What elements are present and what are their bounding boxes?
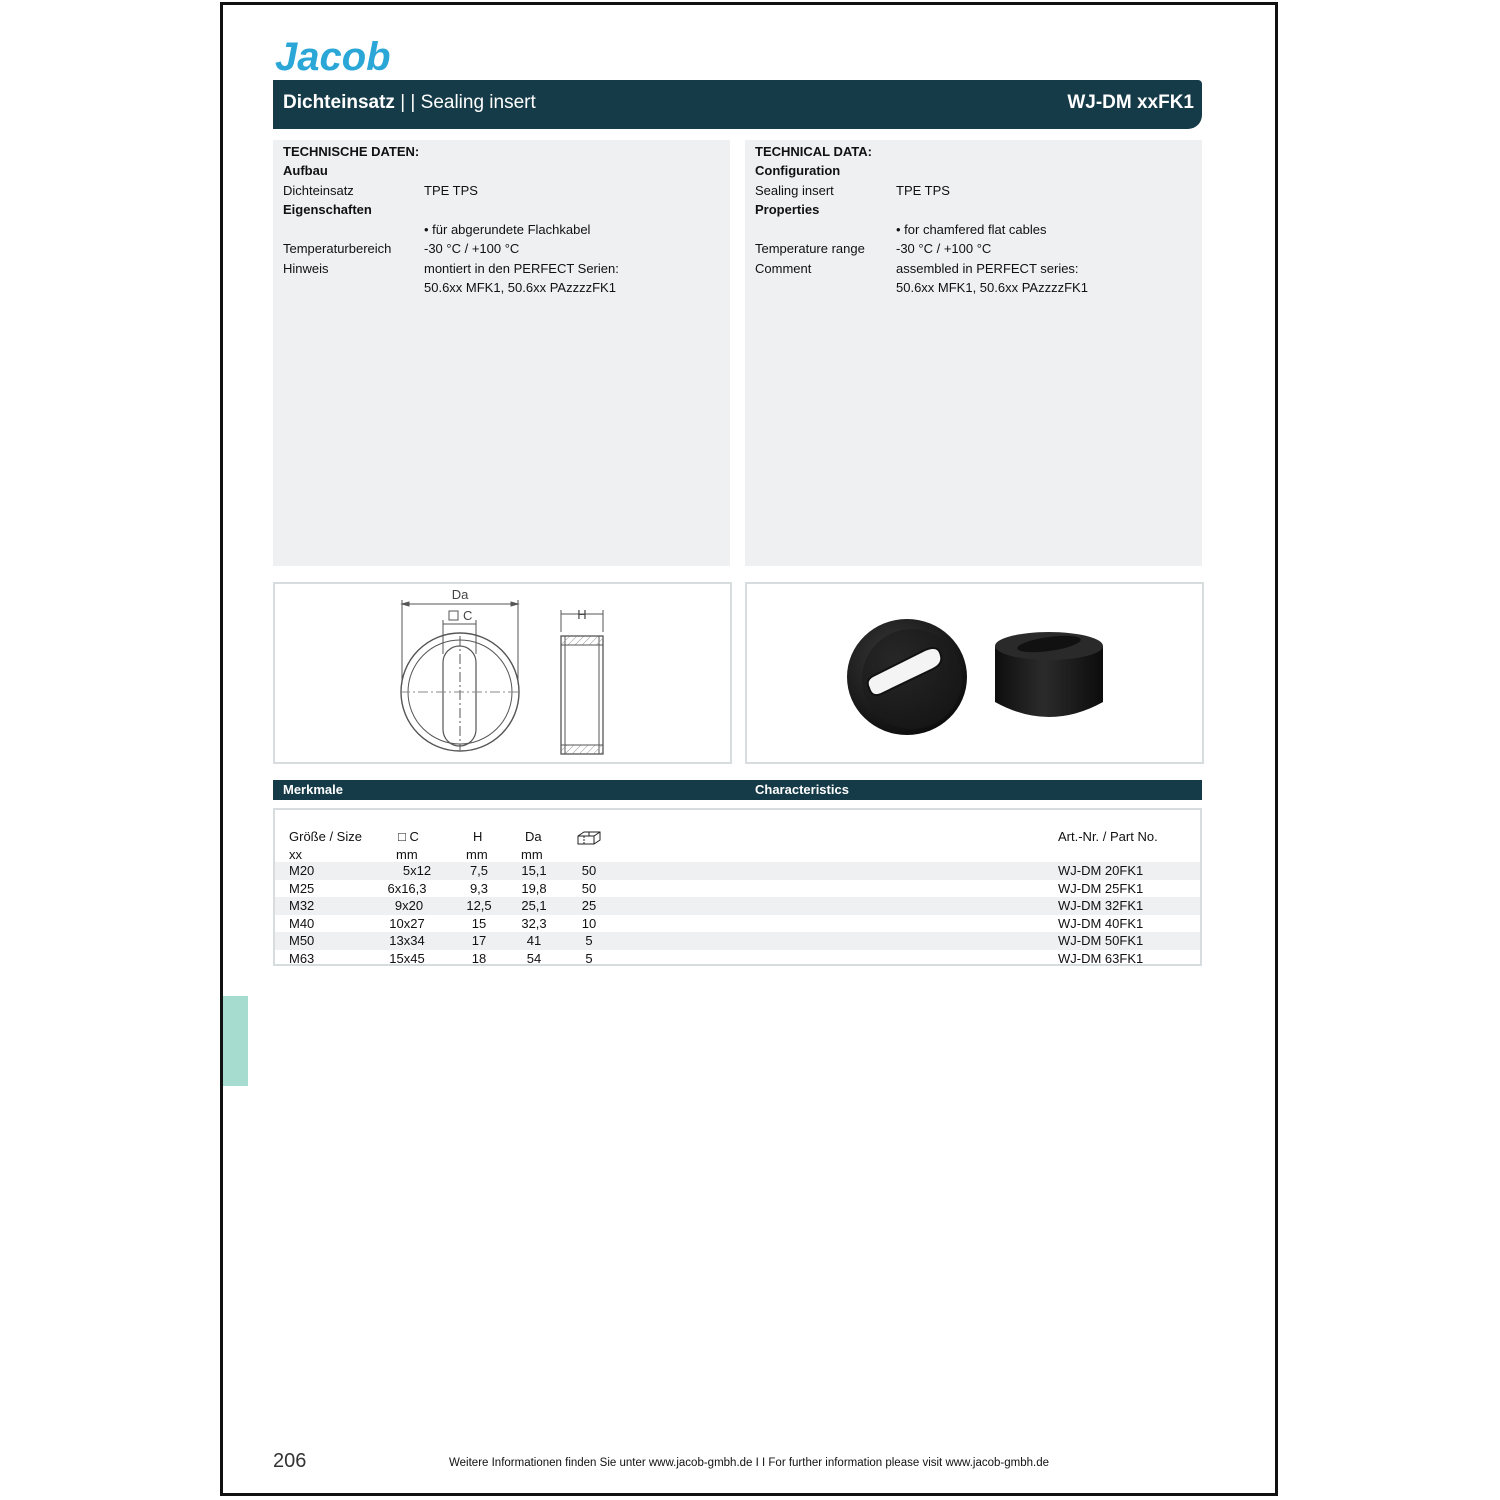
jacob-logo [273,36,443,78]
cell-part: WJ-DM 40FK1 [1058,915,1144,931]
cell-c: 15x45 [389,950,425,966]
tech-heading-de: TECHNISCHE DATEN: [283,144,420,159]
temp-value: -30 °C / +100 °C [896,241,992,256]
product-photo [747,584,1202,762]
cell-h: 9,3 [469,880,489,896]
cell-qty: 10 [581,915,597,931]
section-properties-en: Properties [755,202,820,217]
note-value-1: montiert in den PERFECT Serien: [424,261,619,276]
characteristics-bar [273,780,1202,800]
dim-label-c: C [463,608,473,623]
cell-c: 9x20 [394,898,424,913]
page-number: 206 [273,1450,307,1472]
cell-part: WJ-DM 63FK1 [1058,950,1144,966]
package-icon [576,830,602,846]
col-h-header: H [473,829,483,844]
material-label: Dichteinsatz [283,183,354,198]
footer-text: Weitere Informationen finden Sie unter www.jacob-gmbh.de I I For further information please visit www.jacob-gmbh.de [449,1457,1049,1469]
cell-c: 5x12 [402,863,432,878]
cell-size: M63 [289,950,315,966]
tech-heading-en: TECHNICAL DATA: [755,144,872,159]
unit-h: mm [466,847,488,862]
technical-drawing-box [273,582,732,764]
col-da-header: Da [525,829,542,844]
note-value-2: 50.6xx MFK1, 50.6xx PAzzzzFK1 [424,280,616,295]
section-config-en: Configuration [755,163,841,178]
technical-drawing [275,584,730,762]
material-label: Sealing insert [755,183,834,198]
note-value-2: 50.6xx MFK1, 50.6xx PAzzzzFK1 [896,280,1088,295]
feature-value: • für abgerundete Flachkabel [424,222,591,237]
temp-label: Temperaturbereich [283,241,392,256]
title-en: Sealing insert [420,92,536,113]
cell-qty: 5 [585,950,593,966]
cell-h: 18 [471,950,487,966]
cell-size: M25 [289,880,315,896]
feature-value: • for chamfered flat cables [896,222,1047,237]
cell-da: 32,3 [521,915,547,931]
section-tab-marker [223,996,248,1086]
col-size-header: Größe / Size [289,829,362,844]
dim-label-da: Da [451,587,469,602]
dim-label-h: H [577,607,587,622]
col-c-header: □ C [398,829,419,844]
cell-part: WJ-DM 32FK1 [1058,898,1144,913]
title-separator: | | [400,92,416,113]
temp-value: -30 °C / +100 °C [424,241,520,256]
cell-size: M32 [289,898,315,913]
cell-da: 54 [526,950,542,966]
note-label: Hinweis [283,261,329,276]
cell-da: 25,1 [521,898,547,913]
cell-part: WJ-DM 25FK1 [1058,880,1144,896]
tech-data-de [273,140,730,566]
material-value: TPE TPS [896,183,950,198]
tech-data-en [745,140,1202,566]
product-photo-box [745,582,1204,764]
page-title [283,92,536,114]
size-table [273,808,1202,966]
characteristics-de: Merkmale [283,782,343,797]
cell-c: 6x16,3 [387,880,427,896]
cell-part: WJ-DM 50FK1 [1058,933,1144,948]
cell-h: 17 [471,933,487,948]
cell-qty: 50 [581,863,597,878]
col-part-header: Art.-Nr. / Part No. [1058,829,1158,844]
temp-label: Temperature range [755,241,865,256]
svg-text:Jacob: Jacob [275,36,391,78]
cell-size: M50 [289,933,315,948]
cell-c: 13x34 [389,933,425,948]
note-value-1: assembled in PERFECT series: [896,261,1079,276]
section-config-de: Aufbau [283,163,328,178]
unit-c: mm [396,847,418,862]
characteristics-en: Characteristics [755,782,849,797]
table-row [275,932,1200,950]
cell-part: WJ-DM 20FK1 [1058,863,1144,878]
cell-h: 15 [471,915,487,931]
table-row [275,862,1200,880]
material-value: TPE TPS [424,183,478,198]
title-de: Dichteinsatz [283,92,395,113]
cell-qty: 25 [581,898,597,913]
table-row [275,915,1200,933]
section-properties-de: Eigenschaften [283,202,372,217]
title-bar [273,80,1202,129]
unit-size: xx [289,847,302,862]
cell-h: 7,5 [469,863,489,878]
unit-da: mm [521,847,543,862]
table-row [275,950,1200,968]
cell-da: 15,1 [521,863,547,878]
product-code: WJ-DM xxFK1 [1067,92,1194,113]
cell-size: M40 [289,915,315,931]
cell-size: M20 [289,863,315,878]
note-label: Comment [755,261,812,276]
table-row [275,880,1200,898]
cell-da: 41 [526,933,542,948]
cell-qty: 5 [585,933,593,948]
cell-c: 10x27 [389,915,425,931]
table-row [275,897,1200,915]
cell-da: 19,8 [521,880,547,896]
cell-qty: 50 [581,880,597,896]
cell-h: 12,5 [466,898,492,913]
